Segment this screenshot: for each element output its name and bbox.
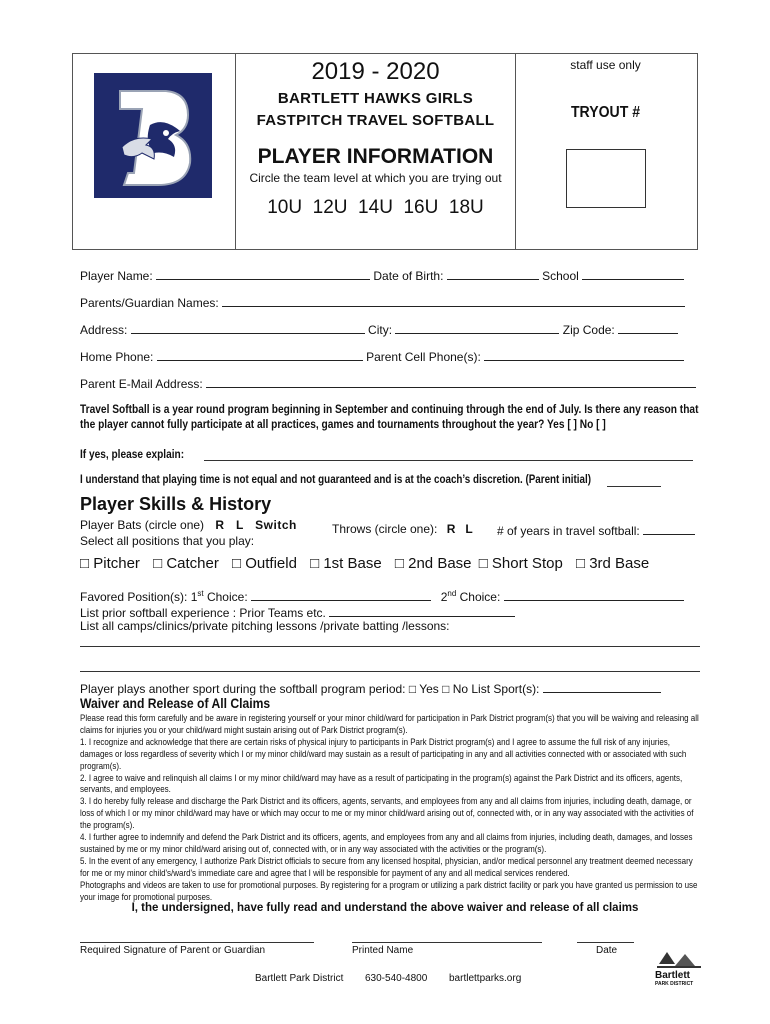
season-year: 2019 - 2020 xyxy=(311,58,440,85)
explain-label: If yes, please explain: xyxy=(80,449,185,461)
waiver-item-4: 4. I further agree to indemnify and defend the Park District and its officers, agents, and employees from any and all claims from injuries, including death, damages, and losses sustained by me or my minor child/ward arising out of, connected with, or in any way associated with the activities or the program(s). xyxy=(80,832,693,854)
second-choice-sup: nd xyxy=(447,589,457,598)
bats-options[interactable]: R L Switch xyxy=(215,518,297,532)
header-divider-right xyxy=(515,53,516,249)
city-label: City: xyxy=(368,323,393,337)
position-3rd-base-checkbox[interactable]: □ 3rd Base xyxy=(575,555,650,572)
email-row xyxy=(80,375,700,391)
printed-name-label: Printed Name xyxy=(352,945,414,956)
second-choice-number: 2 xyxy=(440,590,448,604)
date-input[interactable] xyxy=(577,942,634,943)
park-district-logo-word: Bartlett xyxy=(655,970,691,981)
signature-input[interactable] xyxy=(80,942,314,943)
other-sport-row xyxy=(80,680,661,696)
camps-label: List all camps/clinics/private pitching lessons /private batting /lessons: xyxy=(80,619,450,633)
org-name-line1: BARTLETT HAWKS GIRLS xyxy=(277,90,474,107)
team-levels[interactable]: 10U 12U 14U 16U 18U xyxy=(267,197,484,218)
waiver-item-5: 5. In the event of any emergency, I authorize Park District officials to secure from any licensed hospital, physician, and/or medical personnel any treatment deemed necessary for me or my minor child's/ward's immediate care and agree that I will be responsible for payment of any and all medical services rendered. xyxy=(80,855,693,878)
select-positions-label: Select all positions that you play: xyxy=(80,534,255,548)
player-name-input[interactable] xyxy=(156,267,370,280)
org-name-line2: FASTPITCH TRAVEL SOFTBALL xyxy=(256,112,495,129)
throws-options[interactable]: R L xyxy=(446,522,473,536)
signature-label: Required Signature of Parent or Guardian xyxy=(80,945,266,956)
park-district-logo-sub: PARK DISTRICT xyxy=(655,981,694,987)
school-label: School xyxy=(542,269,579,283)
waiver-intro: Please read this form carefully and be aware in registering yourself or your minor child/ward for participation in Park District program(s) that you will be waiving and releasing all claims for injuries you or your child/ward might sustain arising out of Park District program(s). xyxy=(80,713,699,735)
cell-phone-input[interactable] xyxy=(484,348,684,361)
player-name-label: Player Name: xyxy=(80,269,153,283)
footer-website: bartlettparks.org xyxy=(449,973,522,984)
parents-row xyxy=(80,294,700,310)
position-2nd-base-checkbox[interactable]: □ 2nd Base xyxy=(394,555,472,572)
tree-icon xyxy=(655,950,703,972)
park-district-logo xyxy=(655,950,703,990)
years-label: # of years in travel softball: xyxy=(497,524,640,538)
school-input[interactable] xyxy=(582,267,684,280)
date-label: Date xyxy=(596,945,618,956)
favored-row xyxy=(80,588,684,604)
playing-time-statement: I understand that playing time is not equal and not guaranteed and is at the coach’s discretion. (Parent initial) xyxy=(80,474,592,486)
other-sport-input[interactable] xyxy=(543,680,661,693)
dob-label: Date of Birth: xyxy=(373,269,444,283)
waiver-text xyxy=(80,713,700,904)
position-1st-base-checkbox[interactable]: □ 1st Base xyxy=(310,555,382,572)
second-choice-input[interactable] xyxy=(504,588,684,601)
address-row xyxy=(80,321,700,337)
explain-input[interactable] xyxy=(204,460,693,461)
years-row xyxy=(497,522,695,538)
zip-input[interactable] xyxy=(618,321,678,334)
team-logo xyxy=(94,73,212,198)
city-input[interactable] xyxy=(395,321,559,334)
position-outfield-checkbox[interactable]: □ Outfield xyxy=(232,555,297,572)
bats-label: Player Bats (circle one) xyxy=(80,518,205,532)
footer-district: Bartlett Park District xyxy=(255,973,344,984)
skills-heading: Player Skills & History xyxy=(80,494,272,514)
parents-input[interactable] xyxy=(222,294,685,307)
participation-question: Travel Softball is a year round program beginning in September and continuing through the end of July. Is there any reason that the player cannot fully participate at all practices, games and tournaments throughout the year? Yes [ ] No [ ] xyxy=(80,404,699,431)
position-catcher-checkbox[interactable]: □ Catcher xyxy=(153,555,219,572)
first-choice-input[interactable] xyxy=(251,588,431,601)
home-phone-input[interactable] xyxy=(157,348,363,361)
bats-row xyxy=(80,518,297,532)
zip-label: Zip Code: xyxy=(562,323,615,337)
staff-use-label: staff use only xyxy=(570,58,641,72)
waiver-photo-notice: Photographs and videos are taken to use for promotional purposes. By registering for a program or utilizing a park district facility or park you have granted us permission to use your image for promotional purposes. xyxy=(80,879,698,902)
tryout-number-box[interactable] xyxy=(566,149,646,208)
parents-label: Parents/Guardian Names: xyxy=(80,296,219,310)
second-choice-label: Choice: xyxy=(456,590,501,604)
favored-choice-label: Choice: xyxy=(203,590,248,604)
favored-sup: st xyxy=(197,589,204,598)
dob-input[interactable] xyxy=(447,267,539,280)
positions-row xyxy=(80,555,649,572)
years-input[interactable] xyxy=(643,522,695,535)
address-input[interactable] xyxy=(131,321,365,334)
cell-phone-label: Parent Cell Phone(s): xyxy=(366,350,481,364)
favored-label: Favored Position(s): 1 xyxy=(80,590,198,604)
page-title: PLAYER INFORMATION xyxy=(257,145,494,168)
throws-label: Throws (circle one): xyxy=(332,522,438,536)
camps-input-line1[interactable] xyxy=(80,646,700,647)
waiver-item-3: 3. I do hereby fully release and discharge the Park District and its officers, agents, servants, and employees from any and all claims from injuries, including death, damage, or loss of which I or my minor child/ward may have or which may occur to me or my minor child/ward arising out of, connected with, or in any way associated with the activities of the program(s). xyxy=(80,796,694,831)
position-pitcher-checkbox[interactable]: □ Pitcher xyxy=(80,555,140,572)
footer-phone: 630-540-4800 xyxy=(365,973,428,984)
position-short-stop-checkbox[interactable]: □ Short Stop xyxy=(478,555,563,572)
email-label: Parent E-Mail Address: xyxy=(80,377,203,391)
prior-experience-row xyxy=(80,604,515,620)
waiver-acknowledgement: I, the undersigned, have fully read and understand the above waiver and release of all claims xyxy=(131,902,639,914)
player-name-row xyxy=(80,267,700,283)
home-phone-label: Home Phone: xyxy=(80,350,154,364)
tryout-number-label: TRYOUT # xyxy=(570,104,641,121)
waiver-heading: Waiver and Release of All Claims xyxy=(80,696,271,711)
parent-initial-input[interactable] xyxy=(607,486,661,487)
throws-row xyxy=(332,522,473,536)
printed-name-input[interactable] xyxy=(352,942,542,943)
address-label: Address: xyxy=(80,323,128,337)
prior-experience-input[interactable] xyxy=(329,604,515,617)
email-input[interactable] xyxy=(206,375,696,388)
camps-input-line2[interactable] xyxy=(80,671,700,672)
prior-experience-label: List prior softball experience : Prior Teams etc. xyxy=(80,606,326,620)
waiver-item-2: 2. I agree to waive and relinquish all claims I or my minor child/ward may have as a result of participating in the program(s) against the Park District and its officers, agents, servants, and employees. xyxy=(80,772,683,795)
level-instruction: Circle the team level at which you are trying out xyxy=(249,171,502,185)
waiver-item-1: 1. I recognize and acknowledge that there are certain risks of physical injury to participants in Park District program(s) and I agree to assume the full risk of any injuries, damages or loss regardless of severity which I or my minor child/ward may sustain as a result of participating in any and all activities connected with or associated with such program(s). xyxy=(80,736,687,771)
other-sport-label[interactable]: Player plays another sport during the softball program period: □ Yes □ No List Sport(s): xyxy=(80,682,540,696)
phone-row xyxy=(80,348,700,364)
